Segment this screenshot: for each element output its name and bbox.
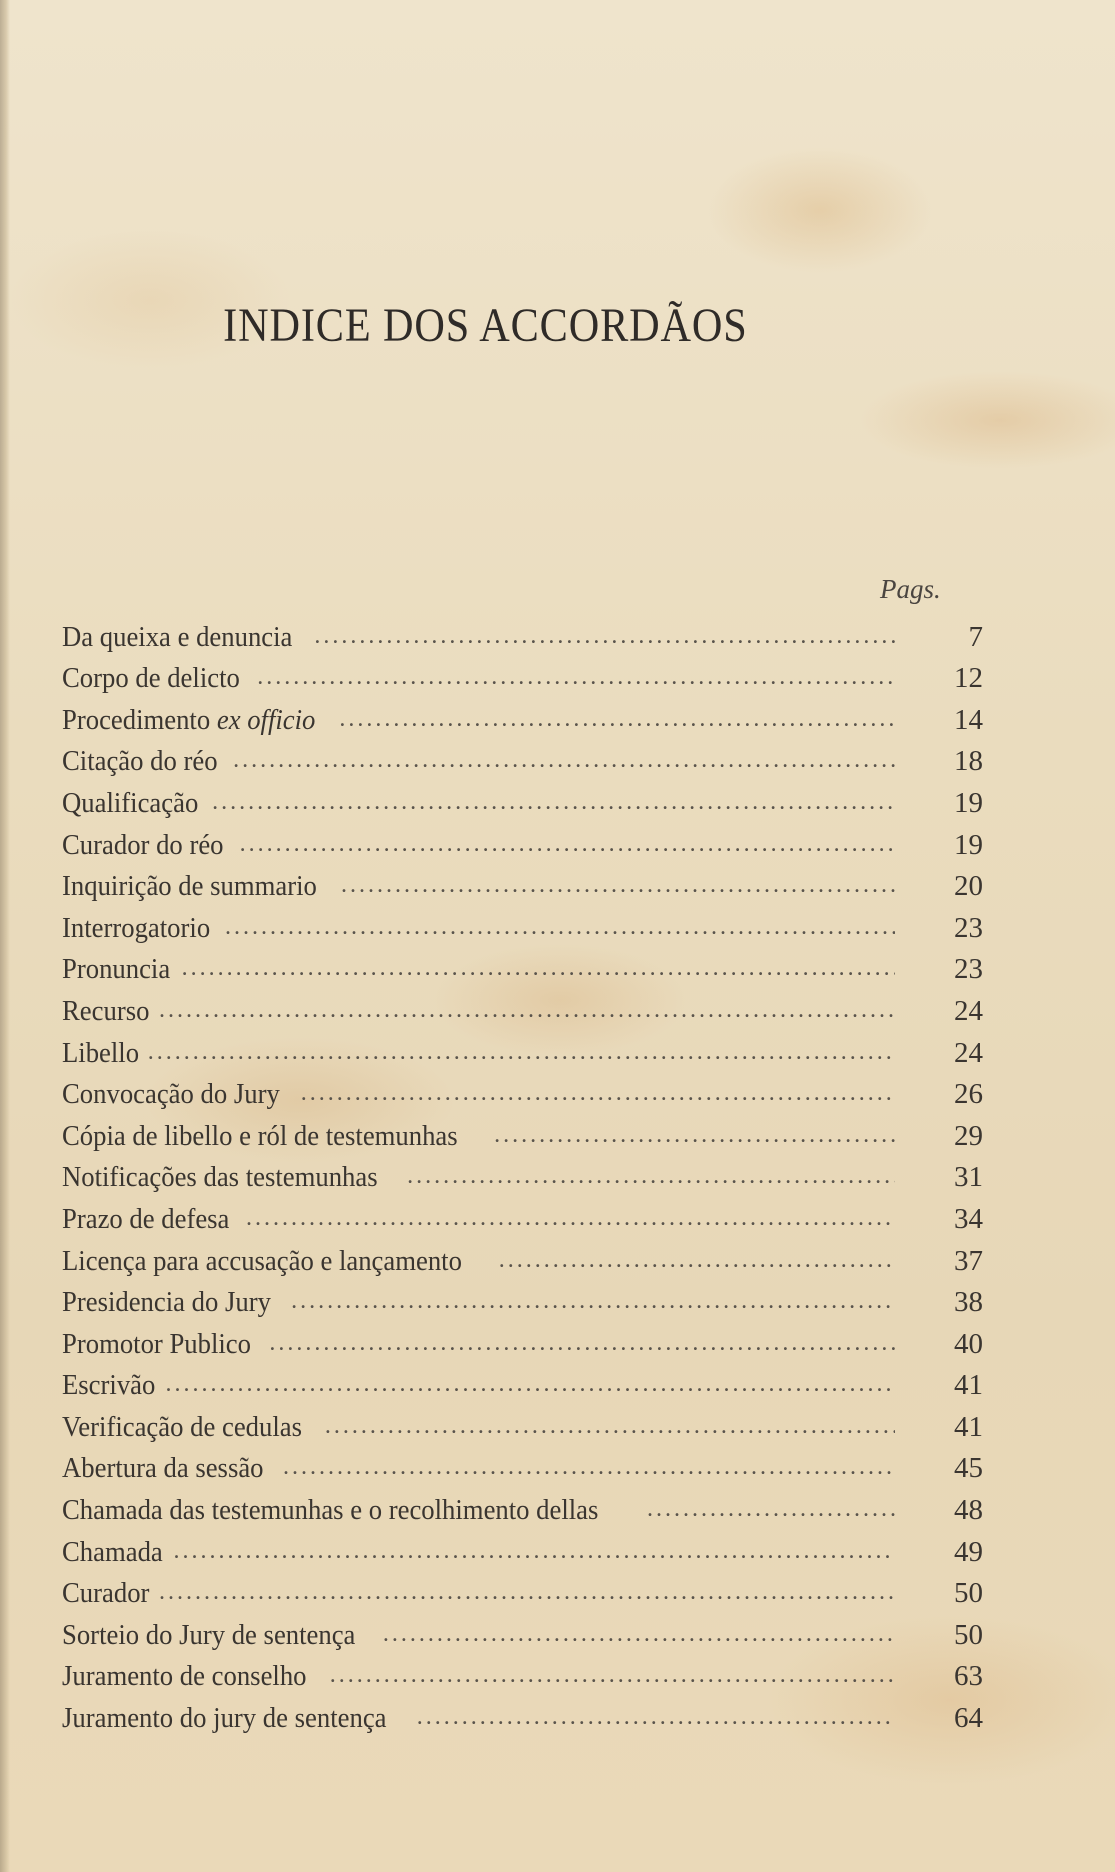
dot-leader xyxy=(233,747,895,778)
dot-leader xyxy=(246,1205,895,1236)
index-entry xyxy=(62,1485,997,1527)
index-entry-page-number: 49 xyxy=(954,1535,983,1568)
dot-leader xyxy=(174,1538,895,1569)
index-entry xyxy=(62,1652,997,1694)
index-entry-page-number: 31 xyxy=(954,1161,983,1194)
index-entry-title: Juramento do jury de sentença xyxy=(62,1702,387,1735)
dot-leader xyxy=(165,1371,895,1402)
index-entry xyxy=(62,1194,997,1236)
dot-leader xyxy=(283,1454,895,1485)
index-entry-page-number: 23 xyxy=(954,911,983,944)
index-entry xyxy=(62,1153,997,1195)
index-entry-title: Qualificação xyxy=(62,786,199,819)
index-entry-page-number: 37 xyxy=(954,1244,983,1277)
dot-leader xyxy=(148,1039,895,1070)
dot-leader xyxy=(240,831,895,862)
index-entry xyxy=(62,1070,997,1112)
index-entry xyxy=(62,1610,997,1652)
index-entry-page-number: 50 xyxy=(954,1618,983,1651)
index-entry-title: Curador do réo xyxy=(62,828,224,861)
index-entry xyxy=(62,1111,997,1153)
index-entry-title: Corpo de delicto xyxy=(62,662,240,695)
index-entry-page-number: 18 xyxy=(954,745,983,778)
index-entry-page-number: 50 xyxy=(954,1577,983,1610)
index-entry-page-number: 19 xyxy=(954,786,983,819)
index-entry xyxy=(62,1527,997,1569)
index-entry-page-number: 12 xyxy=(954,662,983,695)
index-entry xyxy=(62,1319,997,1361)
dot-leader xyxy=(330,1662,895,1693)
index-entry-title: Citação do réo xyxy=(62,745,218,778)
dot-leader xyxy=(325,1413,895,1444)
index-entry-page-number: 41 xyxy=(954,1369,983,1402)
index-entry xyxy=(62,945,997,987)
index-entry xyxy=(62,1569,997,1611)
index-entry-title: Presidencia do Jury xyxy=(62,1286,271,1319)
index-entry xyxy=(62,695,997,737)
dot-leader xyxy=(257,664,895,695)
index-entry-title: Procedimento ex officio xyxy=(62,703,316,736)
dot-leader xyxy=(159,1579,895,1610)
index-entry xyxy=(62,612,997,654)
index-entry-page-number: 64 xyxy=(954,1702,983,1735)
dot-leader xyxy=(499,1247,895,1278)
index-entry-page-number: 23 xyxy=(954,953,983,986)
index-entry-page-number: 38 xyxy=(954,1286,983,1319)
index-entry-page-number: 26 xyxy=(954,1078,983,1111)
index-entry xyxy=(62,903,997,945)
dot-leader xyxy=(182,955,895,986)
index-title: INDICE DOS ACCORDÃOS xyxy=(223,299,748,352)
dot-leader xyxy=(494,1122,895,1153)
index-entry-page-number: 41 xyxy=(954,1410,983,1443)
dot-leader xyxy=(159,997,895,1028)
index-entry-title: Sorteio do Jury de sentença xyxy=(62,1618,356,1651)
index-entry-title: Libello xyxy=(62,1036,140,1069)
dot-leader xyxy=(339,706,895,737)
index-entry xyxy=(62,1028,997,1070)
index-entry-title: Curador xyxy=(62,1577,150,1610)
index-entry-page-number: 7 xyxy=(968,620,983,653)
index-entry-page-number: 40 xyxy=(954,1327,983,1360)
index-entry-title: Recurso xyxy=(62,994,150,1027)
index-entry xyxy=(62,1236,997,1278)
index-entry-title: Da queixa e denuncia xyxy=(62,620,293,653)
index-entry xyxy=(62,737,997,779)
dot-leader xyxy=(291,1288,895,1319)
pages-column-header: Pags. xyxy=(880,574,941,604)
index-entry-title: Abertura da sessão xyxy=(62,1452,264,1485)
index-entry xyxy=(62,1278,997,1320)
index-entry-title: Licença para accusação e lançamento xyxy=(62,1244,462,1277)
index-entry-page-number: 24 xyxy=(954,994,983,1027)
index-entry-title: Juramento de conselho xyxy=(62,1660,307,1693)
index-entry-title: Inquirição de summario xyxy=(62,870,317,903)
index-entry xyxy=(62,1361,997,1403)
index-entry-page-number: 45 xyxy=(954,1452,983,1485)
dot-leader xyxy=(225,914,895,945)
index-entry xyxy=(62,820,997,862)
dot-leader xyxy=(212,789,895,820)
index-entry-title: Cópia de libello e ról de testemunhas xyxy=(62,1119,458,1152)
index-entry-title: Prazo de defesa xyxy=(62,1202,230,1235)
index-entry-page-number: 63 xyxy=(954,1660,983,1693)
index-entry-title: Escrivão xyxy=(62,1369,156,1402)
dot-leader xyxy=(407,1163,895,1194)
index-entry-page-number: 34 xyxy=(954,1202,983,1235)
index-entry-title: Pronuncia xyxy=(62,953,171,986)
index-entry xyxy=(62,1693,997,1735)
index-entry-title: Chamada xyxy=(62,1535,163,1568)
dot-leader xyxy=(301,1080,895,1111)
index-entry xyxy=(62,986,997,1028)
index-entry xyxy=(62,778,997,820)
index-entry xyxy=(62,1402,997,1444)
index-entry-title: Verificação de cedulas xyxy=(62,1410,302,1443)
index-entry-title: Notificações das testemunhas xyxy=(62,1161,378,1194)
dot-leader xyxy=(647,1496,895,1527)
index-entry-title: Chamada das testemunhas e o recolhimento dellas xyxy=(62,1494,599,1527)
index-entry-title: Interrogatorio xyxy=(62,911,211,944)
index-entry-page-number: 29 xyxy=(954,1119,983,1152)
index-entry xyxy=(62,654,997,696)
dot-leader xyxy=(314,623,895,654)
index-entry-page-number: 19 xyxy=(954,828,983,861)
index-entry-page-number: 24 xyxy=(954,1036,983,1069)
index-entry-page-number: 14 xyxy=(954,703,983,736)
index-entry-title: Convocação do Jury xyxy=(62,1078,280,1111)
dot-leader xyxy=(341,872,895,903)
index-entry-page-number: 48 xyxy=(954,1494,983,1527)
index-entries-list xyxy=(62,612,997,1735)
index-entry xyxy=(62,862,997,904)
dot-leader xyxy=(417,1704,895,1735)
dot-leader xyxy=(269,1330,895,1361)
index-entry-title: Promotor Publico xyxy=(62,1327,251,1360)
page-spine-shadow xyxy=(0,0,10,1872)
dot-leader xyxy=(383,1621,895,1652)
index-entry-page-number: 20 xyxy=(954,870,983,903)
index-entry xyxy=(62,1444,997,1486)
